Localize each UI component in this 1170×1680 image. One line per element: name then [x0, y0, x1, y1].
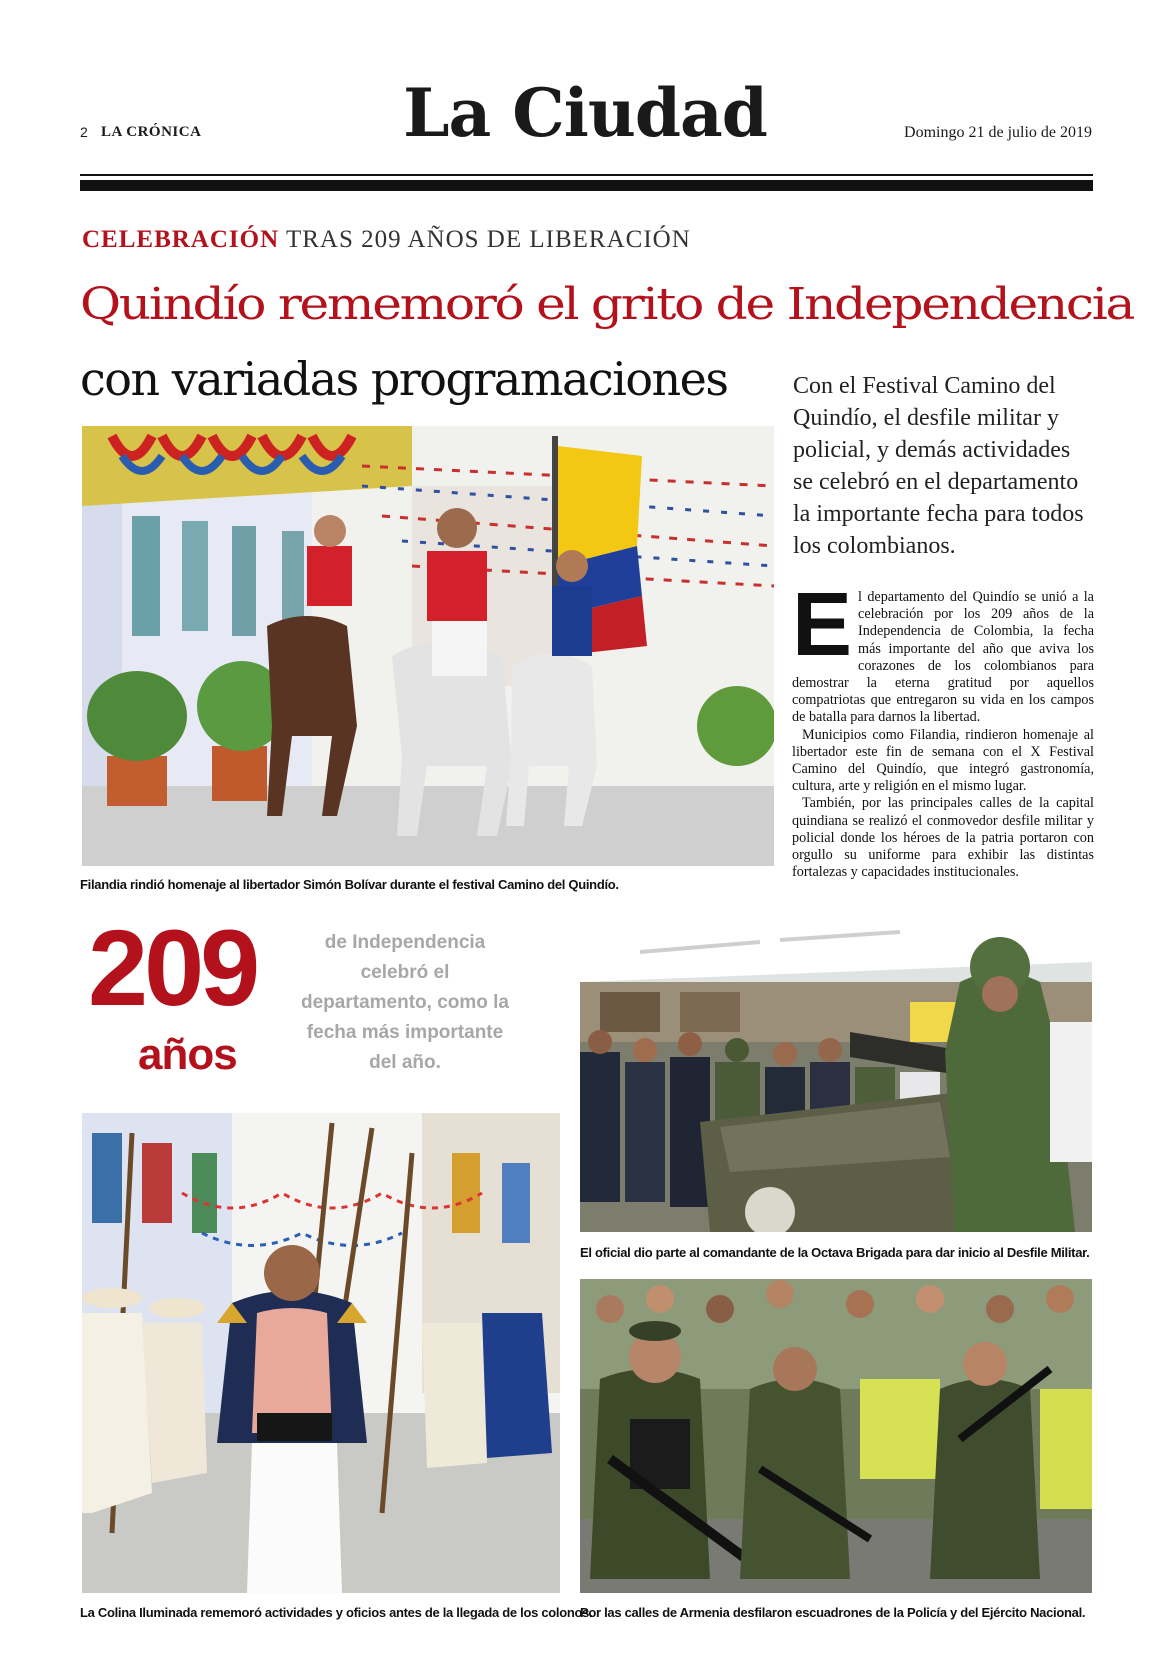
caption-photo-1: Filandia rindió homenaje al libertador Simón Bolívar durante el festival Camino del Quindío. — [80, 877, 619, 892]
callout-number: 209 — [88, 907, 257, 1028]
paragraph-1 — [792, 575, 1094, 727]
kicker — [82, 226, 691, 254]
headline-line-1: Quindío rememoró el grito de Independencia — [80, 279, 1134, 330]
header-rule-thick — [80, 180, 1093, 191]
paragraph-3: También, por las principales calles de la capital quindiana se realizó el conmovedor desfile militar y policial donde los héroes de la patria portaron con orgullo su uniforme para exhibir las distintas fortalezas y capacidades institucionales. — [792, 795, 1094, 881]
callout-text: de Independencia celebró el departamento, como la fecha más importante del año. — [301, 932, 509, 1073]
newspaper-name: LA CRÓNICA — [101, 124, 202, 140]
paragraph-1-text: l departamento del Quindío se unió a la celebración por los 209 años de la Independencia de Colombia, la fecha más importante del año que aviva los corazones de los colombianos para demostrar la eterna gratitud por aquellos compatriotas que entregaron su vida en los campos de batalla para darnos la libertad. — [792, 589, 1094, 726]
caption-photo-4: Por las calles de Armenia desfilaron escuadrones de la Policía y del Ejército Nacional. — [580, 1605, 1086, 1620]
kicker-text: TRAS 209 AÑOS DE LIBERACIÓN — [285, 226, 691, 253]
issue-date: Domingo 21 de julio de 2019 — [904, 124, 1092, 141]
article-body — [792, 575, 1094, 881]
photo-colina-iluminada — [82, 1113, 560, 1593]
caption-photo-3: La Colina Iluminada rememoró actividades y oficios antes de la llegada de los colonos. — [80, 1605, 593, 1620]
photo-filandia-parade — [82, 426, 774, 866]
headline-line-2: con variadas programaciones — [80, 352, 728, 406]
lead-paragraph: Con el Festival Camino del Quindío, el desfile militar y policial, y demás actividades se celebró en el departamento la importante fecha para todos los colombianos. — [793, 373, 1084, 559]
header-rule-thin — [80, 174, 1093, 176]
caption-photo-2: El oficial dio parte al comandante de la Octava Brigada para dar inicio al Desfile Militar. — [580, 1245, 1090, 1260]
page-number: 2 — [80, 124, 88, 140]
paragraph-2: Municipios como Filandia, rindieron homenaje al libertador este fin de semana con el X Festival Camino del Quindío, que integró gastronomía, cultura, arte y religión en el mismo lugar. — [792, 726, 1094, 795]
section-title: La Ciudad — [403, 74, 767, 152]
kicker-tag: CELEBRACIÓN — [82, 226, 280, 253]
photo-military-officials — [580, 922, 1092, 1232]
photo-police-parade — [580, 1279, 1092, 1593]
dropcap: E — [792, 575, 853, 675]
callout-unit: años — [138, 1030, 237, 1079]
